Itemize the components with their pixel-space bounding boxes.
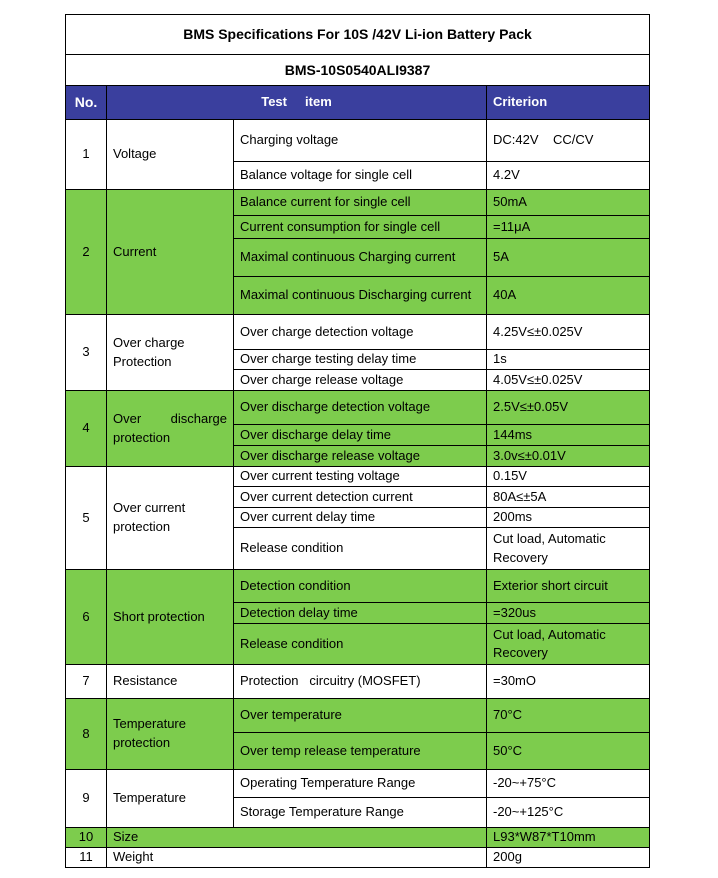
model-row — [66, 55, 650, 86]
test-item: Maximal continuous Charging current — [234, 239, 487, 277]
criterion-value: 3.0v≤±0.01V — [487, 446, 650, 467]
table-row — [66, 770, 650, 798]
test-item: Detection condition — [234, 570, 487, 603]
test-item: Operating Temperature Range — [234, 770, 487, 798]
table-row — [66, 699, 650, 733]
criterion-value: 4.05V≤±0.025V — [487, 370, 650, 391]
row-number: 2 — [66, 190, 107, 315]
criterion-value: 2.5V≤±0.05V — [487, 391, 650, 425]
category: Resistance — [107, 665, 234, 699]
test-item: Over discharge release voltage — [234, 446, 487, 467]
spec-table — [65, 14, 650, 868]
category: Temperature protection — [107, 699, 234, 770]
category: Size — [107, 828, 487, 848]
criterion-value: -20~+125°C — [487, 798, 650, 828]
criterion-value: =320us — [487, 603, 650, 624]
category — [107, 391, 234, 467]
model-number: BMS-10S0540ALI9387 — [66, 55, 650, 86]
test-item: Charging voltage — [234, 120, 487, 162]
test-item: Protection circuitry (MOSFET) — [234, 665, 487, 699]
table-row — [66, 848, 650, 868]
criterion-value: 4.25V≤±0.025V — [487, 315, 650, 350]
table-row — [66, 120, 650, 162]
row-number: 10 — [66, 828, 107, 848]
criterion-value: Exterior short circuit — [487, 570, 650, 603]
row-number: 5 — [66, 467, 107, 570]
test-item: Over temperature — [234, 699, 487, 733]
category: Temperature — [107, 770, 234, 828]
criterion-value: 50mA — [487, 190, 650, 216]
row-number: 4 — [66, 391, 107, 467]
category: Current — [107, 190, 234, 315]
row-number: 8 — [66, 699, 107, 770]
criterion-value: =11μA — [487, 216, 650, 239]
test-item: Over current detection current — [234, 487, 487, 508]
criterion-value: =30mO — [487, 665, 650, 699]
test-item: Storage Temperature Range — [234, 798, 487, 828]
spec-sheet — [65, 14, 649, 868]
criterion-value: 0.15V — [487, 467, 650, 487]
header-no: No. — [66, 86, 107, 120]
table-title: BMS Specifications For 10S /42V Li-ion Battery Pack — [66, 15, 650, 55]
criterion-value: 70°C — [487, 699, 650, 733]
category-word: Over — [113, 410, 142, 426]
table-row — [66, 665, 650, 699]
row-number: 9 — [66, 770, 107, 828]
test-item: Release condition — [234, 624, 487, 665]
test-item: Maximal continuous Discharging current — [234, 277, 487, 315]
row-number: 3 — [66, 315, 107, 391]
criterion-value: 144ms — [487, 425, 650, 446]
row-number: 11 — [66, 848, 107, 868]
table-row — [66, 190, 650, 216]
test-item: Over temp release temperature — [234, 733, 487, 770]
criterion-value: 200g — [487, 848, 650, 868]
criterion-value: 50°C — [487, 733, 650, 770]
table-row — [66, 570, 650, 603]
title-row — [66, 15, 650, 55]
table-row — [66, 467, 650, 487]
criterion-value: 40A — [487, 277, 650, 315]
test-item: Current consumption for single cell — [234, 216, 487, 239]
criterion-value: 200ms — [487, 508, 650, 528]
test-item: Balance voltage for single cell — [234, 162, 487, 190]
criterion-value: Cut load, Automatic Recovery — [487, 624, 650, 665]
header-row — [66, 86, 650, 120]
criterion-value: Cut load, Automatic Recovery — [487, 528, 650, 570]
criterion-value: 80A≤±5A — [487, 487, 650, 508]
table-row — [66, 828, 650, 848]
criterion-value: -20~+75°C — [487, 770, 650, 798]
header-criterion: Criterion — [487, 86, 650, 120]
category: Over current protection — [107, 467, 234, 570]
test-item: Over charge testing delay time — [234, 350, 487, 370]
table-row — [66, 315, 650, 350]
row-number: 1 — [66, 120, 107, 190]
test-item: Over current testing voltage — [234, 467, 487, 487]
criterion-value: 4.2V — [487, 162, 650, 190]
criterion-value: 5A — [487, 239, 650, 277]
criterion-value: DC:42V CC/CV — [487, 120, 650, 162]
test-item: Over charge release voltage — [234, 370, 487, 391]
category: Weight — [107, 848, 487, 868]
category-word: discharge — [170, 410, 227, 426]
category-word: protection — [113, 429, 171, 445]
row-number: 7 — [66, 665, 107, 699]
header-test-item: Test item — [107, 86, 487, 120]
test-item: Release condition — [234, 528, 487, 570]
table-row — [66, 391, 650, 425]
criterion-value: 1s — [487, 350, 650, 370]
category: Voltage — [107, 120, 234, 190]
row-number: 6 — [66, 570, 107, 665]
test-item: Over discharge detection voltage — [234, 391, 487, 425]
test-item: Balance current for single cell — [234, 190, 487, 216]
test-item: Over current delay time — [234, 508, 487, 528]
test-item: Detection delay time — [234, 603, 487, 624]
test-item: Over discharge delay time — [234, 425, 487, 446]
category: Over charge Protection — [107, 315, 234, 391]
category: Short protection — [107, 570, 234, 665]
criterion-value: L93*W87*T10mm — [487, 828, 650, 848]
test-item: Over charge detection voltage — [234, 315, 487, 350]
